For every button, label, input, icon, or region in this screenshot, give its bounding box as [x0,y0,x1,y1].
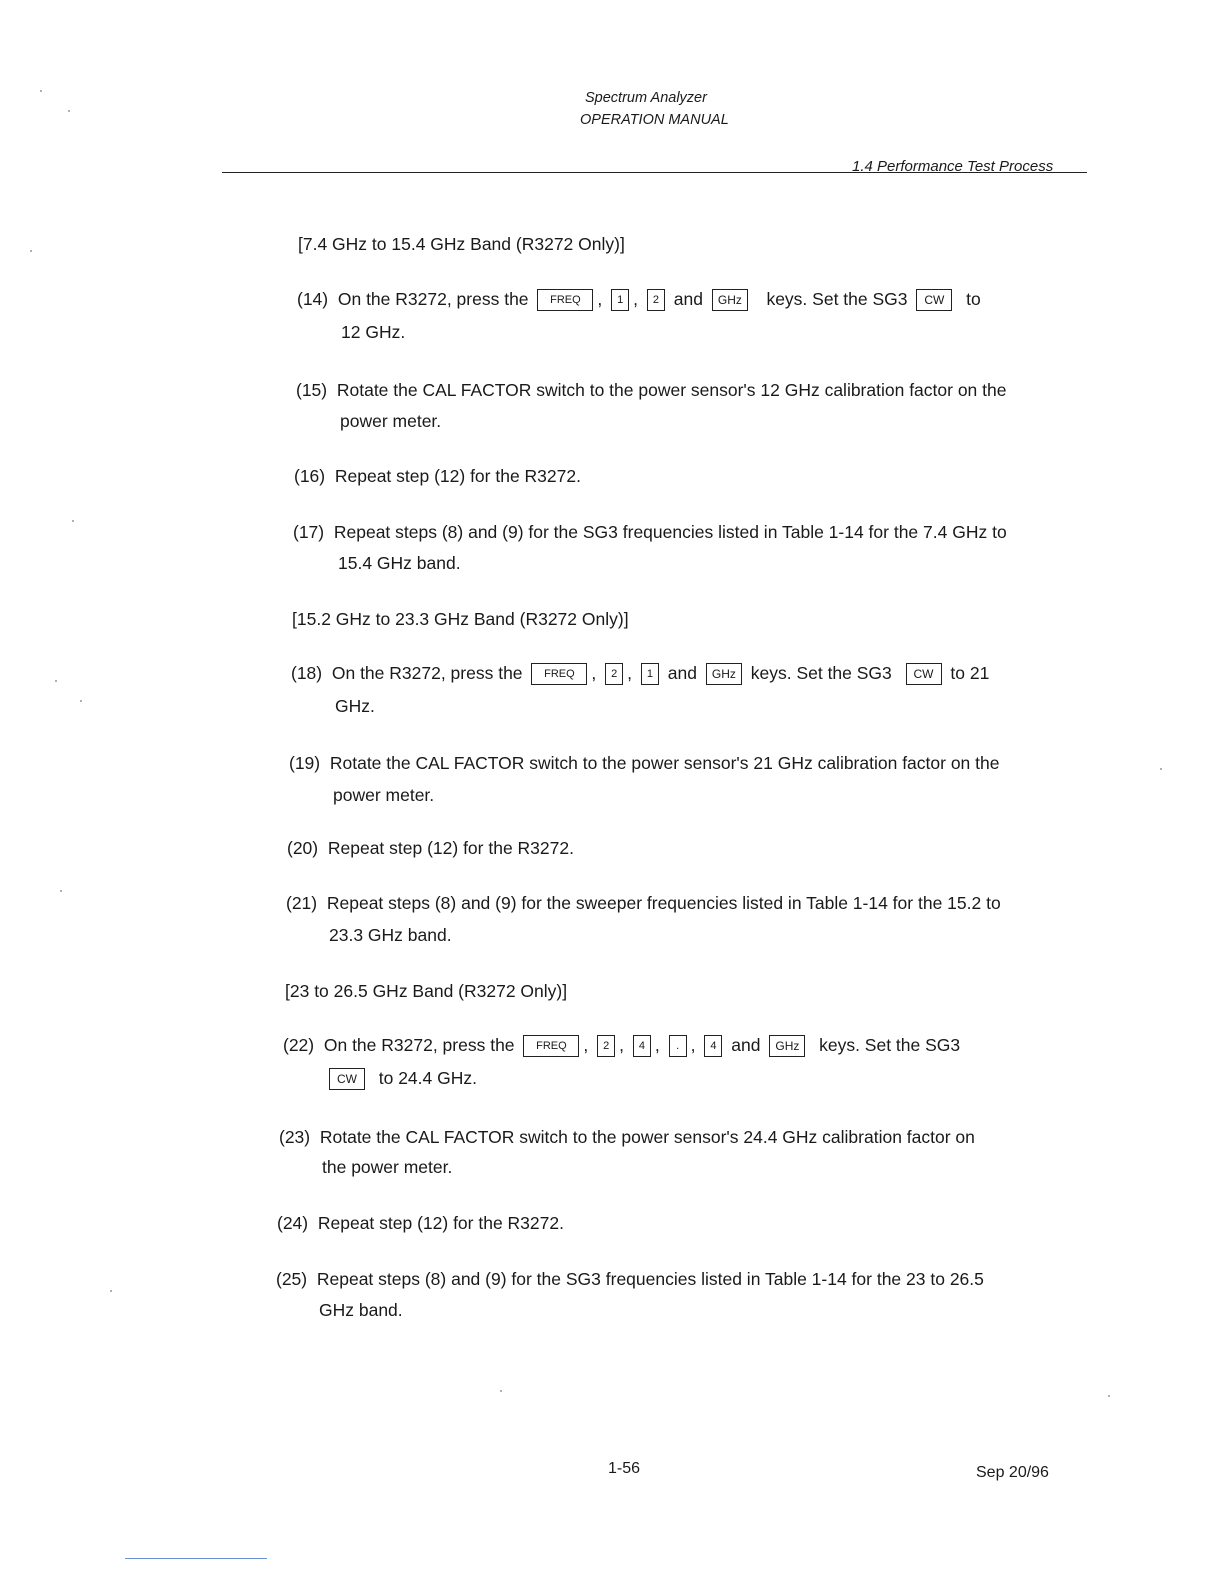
step-21 [286,893,1001,914]
document-title: Spectrum Analyzer [585,90,707,106]
step-24 [277,1213,564,1234]
and-text: and [731,1035,761,1055]
scan-speck [72,520,74,522]
step-23-line2: the power meter. [322,1157,453,1177]
step-16 [294,466,581,487]
step-text: Repeat steps (8) and (9) for the SG3 frequencies listed in Table 1-14 for the 23 to 26.5 [316,1269,984,1289]
freq-key: FREQ [523,1035,579,1057]
step-21-line2: 23.3 GHz band. [329,925,452,945]
step-text: Rotate the CAL FACTOR switch to the power sensor's 21 GHz calibration factor on the [329,753,1000,773]
step-text: to [966,289,981,309]
step-number: (16) [294,466,326,486]
step-18 [291,663,989,685]
digit-key-2: 2 [597,1035,615,1057]
step-number: (15) [296,380,328,400]
scan-speck [500,1390,502,1392]
step-14 [297,289,981,311]
step-number: (18) [291,663,323,683]
decimal-point-key: . [669,1035,687,1057]
step-text: Repeat steps (8) and (9) for the sweeper frequencies listed in Table 1-14 for the 15.2 to [326,893,1001,913]
scan-speck [60,890,62,892]
step-15-line2: power meter. [340,411,442,431]
step-number: (17) [293,522,325,542]
digit-key-4: 4 [633,1035,651,1057]
and-text: and [673,289,703,309]
step-text: Rotate the CAL FACTOR switch to the power sensor's 12 GHz calibration factor on the [336,380,1007,400]
digit-key-2: 2 [647,289,665,311]
scan-speck [1108,1395,1110,1397]
step-22-line2 [325,1068,477,1090]
step-23 [279,1127,975,1148]
step-text: keys. Set the SG3 [750,663,892,683]
step-19 [289,753,999,774]
step-number: (24) [277,1213,309,1233]
comma: , [633,289,639,309]
step-18-line2: GHz. [335,696,375,716]
step-text: to 21 [950,663,990,683]
comma: , [619,1035,625,1055]
step-number: (20) [287,838,319,858]
step-text: Repeat step (12) for the R3272. [334,466,581,486]
freq-key: FREQ [531,663,587,685]
scan-speck [68,110,70,112]
ghz-key: GHz [706,663,742,685]
digit-key-4: 4 [704,1035,722,1057]
step-number: (19) [289,753,321,773]
step-text: Repeat step (12) for the R3272. [317,1213,564,1233]
step-text: Rotate the CAL FACTOR switch to the power sensor's 24.4 GHz calibration factor on [319,1127,975,1147]
comma: , [627,663,633,683]
step-text: keys. Set the SG3 [819,1035,961,1055]
band-heading-15-2: [15.2 GHz to 23.3 GHz Band (R3272 Only)] [292,609,629,629]
step-number: (25) [276,1269,308,1289]
scan-edge-line [125,1558,267,1559]
step-17-line2: 15.4 GHz band. [338,553,461,573]
scan-speck [80,700,82,702]
step-text: keys. Set the SG3 [766,289,908,309]
step-number: (14) [297,289,329,309]
cw-key: CW [329,1068,365,1090]
cw-key: CW [916,289,952,311]
step-number: (22) [283,1035,315,1055]
step-15 [296,380,1006,401]
band-heading-7-4: [7.4 GHz to 15.4 GHz Band (R3272 Only)] [298,234,625,254]
step-14-line2: 12 GHz. [341,322,406,342]
and-text: and [667,663,697,683]
step-text: On the R3272, press the [337,289,529,309]
step-25 [276,1269,984,1290]
digit-key-1: 1 [611,289,629,311]
comma: , [690,1035,696,1055]
step-number: (21) [286,893,318,913]
page-date: Sep 20/96 [976,1464,1049,1481]
step-20 [287,838,574,859]
step-text: On the R3272, press the [323,1035,515,1055]
scan-speck [40,90,42,92]
step-19-line2: power meter. [333,785,435,805]
scan-speck [1160,768,1162,770]
scan-speck [110,1290,112,1292]
scan-speck [55,680,57,682]
comma: , [654,1035,660,1055]
document-subtitle: OPERATION MANUAL [580,112,729,128]
step-number: (23) [279,1127,311,1147]
step-text: Repeat steps (8) and (9) for the SG3 frequencies listed in Table 1-14 for the 7.4 GHz to [333,522,1007,542]
comma: , [597,289,603,309]
freq-key: FREQ [537,289,593,311]
digit-key-1: 1 [641,663,659,685]
ghz-key: GHz [712,289,748,311]
band-heading-23: [23 to 26.5 GHz Band (R3272 Only)] [285,981,568,1001]
step-text: On the R3272, press the [331,663,523,683]
comma: , [583,1035,589,1055]
step-25-line2: GHz band. [319,1300,403,1320]
step-17 [293,522,1007,543]
page-number: 1-56 [608,1460,641,1477]
section-title: 1.4 Performance Test Process [852,158,1054,175]
step-22 [283,1035,960,1057]
scan-speck [30,250,32,252]
step-text: to 24.4 GHz. [378,1068,477,1088]
comma: , [591,663,597,683]
cw-key: CW [906,663,942,685]
digit-key-2: 2 [605,663,623,685]
header-rule [222,172,1087,173]
ghz-key: GHz [769,1035,805,1057]
step-text: Repeat step (12) for the R3272. [327,838,574,858]
